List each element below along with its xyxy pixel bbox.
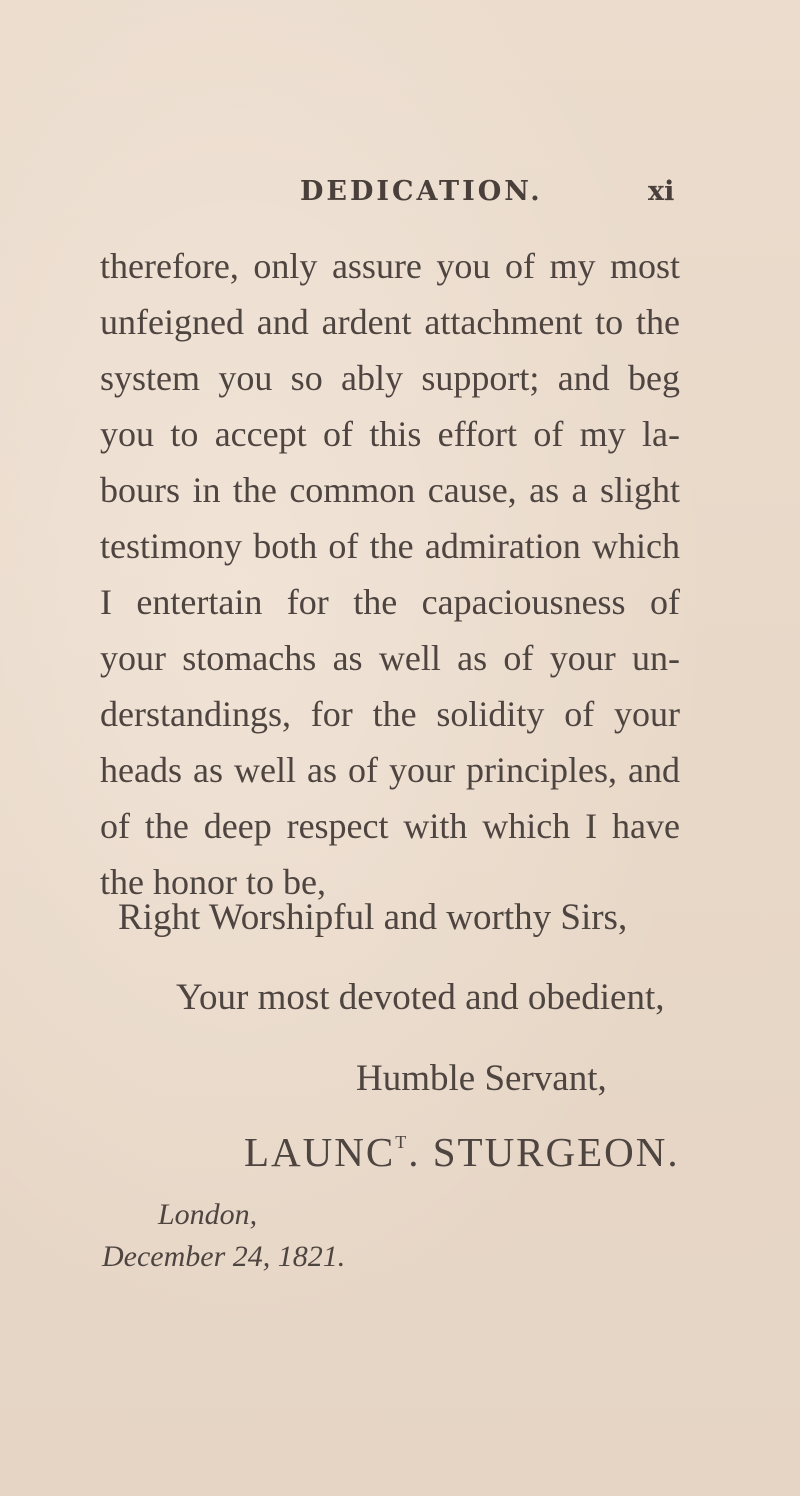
page-number: xi [648,176,675,207]
text-line: I entertain for the capaciousness of [100,582,680,622]
text-line: the honor to be, [100,862,326,902]
complimentary-close: Your most devoted and obedient, [176,977,665,1018]
text-line: your stomachs as well as of your un- [100,638,680,678]
running-head [0,176,800,216]
running-title: DEDICATION. [300,176,543,207]
salutation: Right Worshipful and worthy Sirs, [118,897,628,938]
body-text [100,238,680,910]
text-line: of the deep respect with which I have [100,806,680,846]
signature [244,1128,680,1176]
text-line: heads as well as of your principles, and [100,750,680,790]
text-line: you to accept of this effort of my la- [100,414,680,454]
text-line: unfeigned and ardent attachment to the [100,302,680,342]
text-line: system you so ably support; and beg [100,358,680,398]
humble-servant: Humble Servant, [356,1058,607,1099]
signature-name-start: LAUNC [244,1129,396,1175]
text-line: testimony both of the admiration which [100,526,680,566]
text-line: bours in the common cause, as a slight [100,470,680,510]
dateline-date: December 24, 1821. [102,1240,346,1273]
signature-name-end: . STURGEON. [408,1129,680,1175]
dateline-place: London, [158,1198,258,1231]
text-line: derstandings, for the solidity of your [100,694,680,734]
signature-superscript: T [395,1132,409,1152]
text-line: therefore, only assure you of my most [100,246,680,286]
